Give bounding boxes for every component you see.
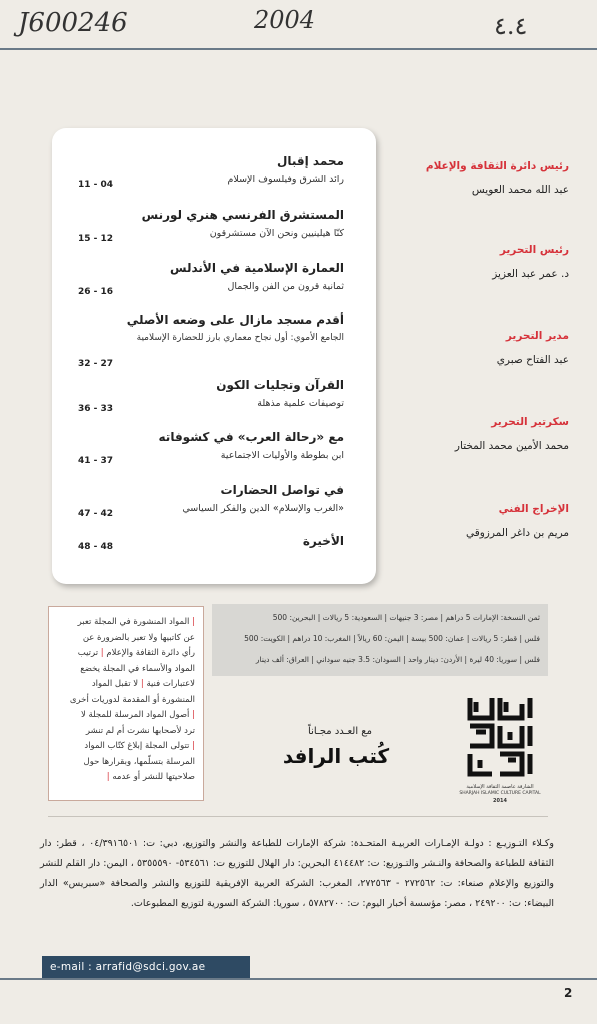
toc-subtitle: «الغرب والإسلام» الدين والفكر السياسي xyxy=(182,503,344,514)
toc-subtitle: كنّا هيلينيين ونحن الآن مستشرقون xyxy=(209,228,344,239)
handwritten-number: ٤.٤ xyxy=(494,12,528,40)
disclaimer-line: ترتيب xyxy=(77,648,99,658)
toc-title: في تواصل الحضارات xyxy=(220,483,344,497)
disclaimer-line: تتولى المجلة إبلاغ كتّاب المواد xyxy=(84,741,190,751)
promo-title: كُتب الرافد xyxy=(282,744,390,768)
toc-subtitle: ابن بطوطة والأوليات الاجتماعية xyxy=(220,450,344,461)
toc-subtitle: ثمانية قرون من الفن والجمال xyxy=(227,281,344,292)
toc-pages: 32 - 27 xyxy=(78,359,114,369)
toc-title: المستشرق الفرنسي هنري لورنس xyxy=(141,208,344,222)
logo-arabic-caption: الشارقة عاصمة الثقافة الإسلامية xyxy=(466,784,534,790)
staff-name: عبد الله محمد العويس xyxy=(471,184,569,196)
staff-role: رئيس التحرير xyxy=(499,244,569,256)
price-line: فلس | قطر: 5 ريالات | عمان: 500 بيسة | اليمن: 60 ريالاً | المغرب: 10 دراهم | الكويت: 500 xyxy=(244,634,540,643)
toc-item[interactable] xyxy=(78,261,344,297)
price-line: ثمن النسخة: الإمارات 5 دراهم | مصر: 3 جنيهات | السعودية: 5 ريالات | البحرين: 500 xyxy=(272,613,540,622)
disclaimer-line: رأي دائرة الثقافة والإعلام xyxy=(106,648,195,658)
toc-title: محمد إقبال xyxy=(276,154,344,168)
toc-pages: 15 - 12 xyxy=(78,234,114,244)
toc-pages: 11 - 04 xyxy=(78,180,114,190)
staff-entry xyxy=(399,244,569,280)
staff-entry xyxy=(399,330,569,366)
table-of-contents xyxy=(52,128,376,584)
toc-title: الأخيرة xyxy=(302,534,344,548)
toc-pages: 47 - 42 xyxy=(78,509,114,519)
divider xyxy=(48,816,548,817)
disclaimer-line: لا تقبل المواد xyxy=(91,679,139,689)
handwritten-year: 2004 xyxy=(254,6,316,34)
toc-pages: 26 - 16 xyxy=(78,287,114,297)
toc-title: العمارة الإسلامية في الأندلس xyxy=(170,261,344,275)
promo-tagline: مع العـدد مجـاناً xyxy=(308,726,372,737)
staff-role: الإخراج الفني xyxy=(498,503,569,515)
disclaimer-line: عن كاتبيها ولا تعبر بالضرورة عن xyxy=(82,632,195,643)
toc-pages: 48 - 48 xyxy=(78,542,114,552)
logo-english-caption: SHARJAH ISLAMIC CULTURE CAPITAL xyxy=(459,791,541,796)
toc-subtitle: رائد الشرق وفيلسوف الإسلام xyxy=(227,174,344,185)
toc-item[interactable] xyxy=(78,313,344,369)
distribution-agents: وكـلاء التـوزيـع : دولـة الإمـارات العربيـة المتحـدة: شركة الإمارات للطباعة والنشر والتوزيع، دبي: ت: ٠٤/٣٩١٦٥٠١ ، قطر: دار الثقافة للطباعة والصحافة والنـشر والتـوزيع: ت: ٤١٤٤٨٢ البحرين: دار الهلال للتوزيع ت: ٥٣٤٥٦١- ٥٣٥٥٥٩٠ ، اليمن: دار القلم للنشر والتوزيع والإعلام صنعاء: ت: ٢٧٢٥٦٢ - ٢٧٢٥٦٣، المغرب: الشركة العربية الإفريقية للتوزيع والنشر والصحافة «سبريس» الدار البيضاء: ت: ٢٤٩٢٠٠ ، مصر: مؤسسة أخبار اليوم: ت: ٥٧٨٢٧٠٠ ، سوريا: الشركة السورية لتوزيع المطبوعات. xyxy=(40,838,555,909)
staff-name: عبد الفتاح صبري xyxy=(496,354,569,366)
disclaimer-line: المرسلة بتسلّمها، وبقرارها حول xyxy=(83,756,195,767)
disclaimer-line: صلاحيتها للنشر أو عدمه xyxy=(112,772,195,782)
staff-role: رئيس دائرة الثقافة والإعلام xyxy=(425,160,569,172)
disclaimer-line: المنشورة أو المقدمة لدوريات أخرى xyxy=(69,694,195,705)
handwritten-reference-number: J600246 xyxy=(18,8,128,38)
staff-role: سكرتير التحرير xyxy=(491,416,569,428)
toc-title: مع «رحالة العرب» في كشوفاته xyxy=(158,430,344,444)
disclaimer-line: أصول المواد المرسلة للمجلة لا xyxy=(80,710,190,720)
staff-entry xyxy=(399,503,569,539)
toc-item[interactable] xyxy=(78,534,344,552)
disclaimer-line: لاعتبارات فنية xyxy=(146,679,195,689)
top-rule xyxy=(0,48,597,50)
toc-item[interactable] xyxy=(78,430,344,466)
toc-pages: 36 - 33 xyxy=(78,404,114,414)
email-address-link[interactable]: e-mail : arrafid@sdci.gov.ae xyxy=(42,956,250,978)
staff-entry xyxy=(399,160,569,196)
toc-item[interactable] xyxy=(78,154,344,190)
price-line: فلس | سوريا: 40 ليرة | الأردن: دينار واحد | السودان: 3.5 جنيه سوداني | العراق: ألف دينار xyxy=(255,655,540,664)
toc-subtitle: الجامع الأموي: أول نجاح معماري بارز للحضارة الإسلامية xyxy=(136,333,344,343)
logo-year: 2014 xyxy=(493,798,507,804)
disclaimer-line: ترد لأصحابها نشرت أم لم تنشر xyxy=(85,725,195,736)
staff-role: مدير التحرير xyxy=(505,330,569,342)
disclaimer-line: المواد المنشورة في المجلة تعبر xyxy=(77,617,190,627)
toc-item[interactable] xyxy=(78,483,344,519)
staff-entry xyxy=(399,416,569,452)
staff-name: د. عمر عبد العزيز xyxy=(492,268,569,280)
toc-item[interactable] xyxy=(78,208,344,244)
toc-subtitle: توصيفات علمية مذهلة xyxy=(257,398,344,409)
price-box xyxy=(212,604,548,676)
disclaimer-box: | المواد المنشورة في المجلة تعبر عن كاتبيها ولا تعبر بالضرورة عن رأي دائرة الثقافة والإعلام | ترتيب المواد والأسماء في المجلة يخضع لاعتبارات فنية | لا تقبل المواد المنشورة أو المقدمة لدوريات أخرى | أصول المواد المرسلة للمجلة لا ترد لأصحابها نشرت أم لم تنشر | تتولى المجلة إبلاغ كتّاب المواد المرسلة بتسلّمها، وبقرارها حول صلاحيتها للنشر أو عدمه | xyxy=(48,606,204,801)
toc-title: القرآن وتجليات الكون xyxy=(216,378,344,392)
toc-item[interactable] xyxy=(78,378,344,414)
staff-name: محمد الأمين محمد المختار xyxy=(454,440,569,452)
toc-title: أقدم مسجد مازال على وضعه الأصلي xyxy=(126,313,344,327)
staff-name: مريم بن داغر المرزوقي xyxy=(465,527,569,539)
bottom-rule xyxy=(0,978,597,980)
disclaimer-line: المواد والأسماء في المجلة يخضع xyxy=(80,663,195,674)
page-number: 2 xyxy=(564,986,573,1000)
toc-pages: 41 - 37 xyxy=(78,456,114,466)
